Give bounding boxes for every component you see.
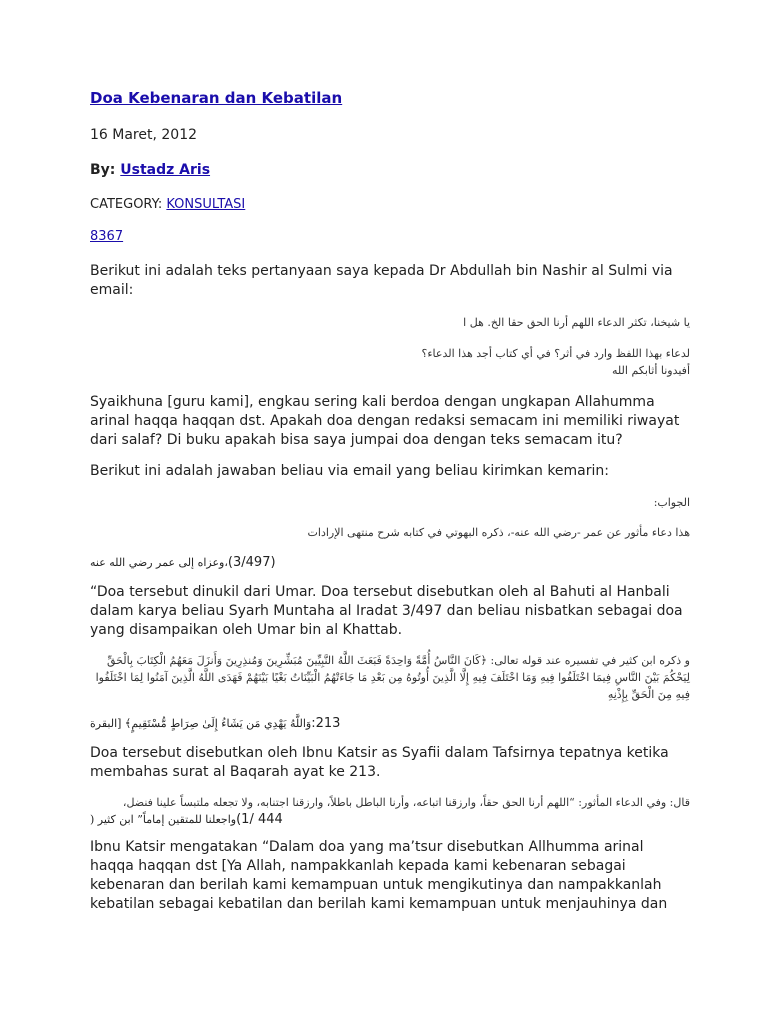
author-link[interactable]: Ustadz Aris <box>120 162 211 178</box>
category-label: CATEGORY: <box>90 197 167 212</box>
author-label: By: <box>90 162 121 178</box>
arabic-quran-verse-ref: 213: <box>311 716 341 731</box>
author-line <box>90 162 690 178</box>
arabic-answer-1: هذا دعاء مأثور عن عمر -رضي الله عنه-، ذكره البهوتي في كتابه شرح منتهى الإرادات <box>307 526 690 539</box>
paragraph-answer-translation: “Doa tersebut dinukil dari Umar. Doa tersebut disebutkan oleh al Bahuti al Hanbali dalam karya beliau Syarh Muntaha al Iradat 3/497 dan beliau nisbatkan sebagai doa yang disampaikan oleh Umar bin al Khattab. <box>90 584 683 638</box>
post-number-link[interactable]: 8367 <box>90 229 124 244</box>
paragraph-tafsir-note: Doa tersebut disebutkan oleh Ibnu Katsir as Syafii dalam Tafsirnya tepatnya ketika membahas surat al Baqarah ayat ke 213. <box>90 745 669 780</box>
category-link[interactable]: KONSULTASI <box>166 197 246 212</box>
post-number <box>90 229 690 244</box>
arabic-answer-2-ref: (3/497) <box>227 555 276 570</box>
paragraph-intro: Berikut ini adalah teks pertanyaan saya kepada Dr Abdullah bin Nashir al Sulmi via email: <box>90 263 673 298</box>
arabic-question-2: لدعاء بهذا اللفظ وارد في أثر؟ في أي كتاب أجد هذا الدعاء؟ <box>421 347 690 360</box>
paragraph-ibnu-katsir: Ibnu Katsir mengatakan “Dalam doa yang ma’tsur disebutkan Allhumma arinal haqqa haqqan dst [Ya Allah, nampakkanlah kepada kami kebenaran sebagai kebenaran dan berilah kami kemampuan untuk mengikutinya dan nampakkanlah kebatilan sebagai kebatilan dan berilah kami kemampuan untuk menjauhinya dan <box>90 839 668 912</box>
arabic-quran-citation: و ذكره ابن كثير في تفسيره عند قوله تعالى: ﴿كَانَ النَّاسُ أُمَّةً وَاحِدَةً فَبَعَثَ اللَّهُ النَّبِيِّينَ مُبَشِّرِينَ وَمُنذِرِينَ وَأَنزَلَ مَعَهُمُ الْكِتَابَ بِالْحَقِّ لِيَحْكُمَ بَيْنَ النَّاسِ فِيمَا اخْتَلَفُوا فِيهِ وَمَا اخْتَلَفَ فِيهِ إِلَّا الَّذِينَ أُوتُوهُ مِن بَعْدِ مَا جَاءَتْهُمُ الْبَيِّنَاتُ بَغْيًا بَيْنَهُمْ فَهَدَى اللَّهُ الَّذِينَ آمَنُوا لِمَا اخْتَلَفُوا فِيهِ مِنَ الْحَقِّ بِإِذْنِهِ <box>95 654 690 701</box>
arabic-quran-verse-text: وَاللَّهُ يَهْدِي مَن يَشَاءُ إِلَىٰ صِرَاطٍ مُّسْتَقِيمٍ﴾ [البقرة <box>90 717 312 730</box>
article-title-link[interactable]: Doa Kebenaran dan Kebatilan <box>90 89 343 107</box>
paragraph-question-translation: Syaikhuna [guru kami], engkau sering kali berdoa dengan ungkapan Allahumma arinal haqqa haqqan dst. Apakah doa dengan redaksi semacam ini memiliki riwayat dari salaf? Di buku apakah bisa saya jumpai doa dengan teks semacam itu? <box>90 394 680 448</box>
arabic-dua-end-text: واجعلنا للمتقين إماماً” ابن كثير ( <box>90 813 237 826</box>
arabic-quran-verse-end <box>90 715 690 732</box>
arabic-answer-2-text: ،وعزاه إلى عمر رضي الله عنه <box>90 556 228 569</box>
article-body <box>90 88 690 914</box>
paragraph-answer-intro: Berikut ini adalah jawaban beliau via email yang beliau kirimkan kemarin: <box>90 463 609 479</box>
arabic-question-1: يا شيخنا، تكثر الدعاء اللهم أرنا الحق حقا الخ. هل ا <box>463 316 690 329</box>
arabic-dua-end <box>90 811 690 828</box>
arabic-dua-text: قال: وفي الدعاء المأثور: “اللهم أرنا الحق حقاً، وارزقنا اتباعه، وأرنا الباطل باطلاً، وارزقنا اجتنابه، ولا تجعله ملتبساً علينا فنضل، <box>122 796 690 809</box>
article-title <box>90 88 690 107</box>
category-line <box>90 197 690 212</box>
arabic-question-3: أفيدونا أثابكم الله <box>612 364 690 377</box>
arabic-answer-heading: الجواب: <box>653 496 690 509</box>
arabic-answer-2 <box>90 554 690 571</box>
arabic-dua-ref: 444 /1) <box>236 812 283 827</box>
article-date: 16 Maret, 2012 <box>90 127 198 143</box>
